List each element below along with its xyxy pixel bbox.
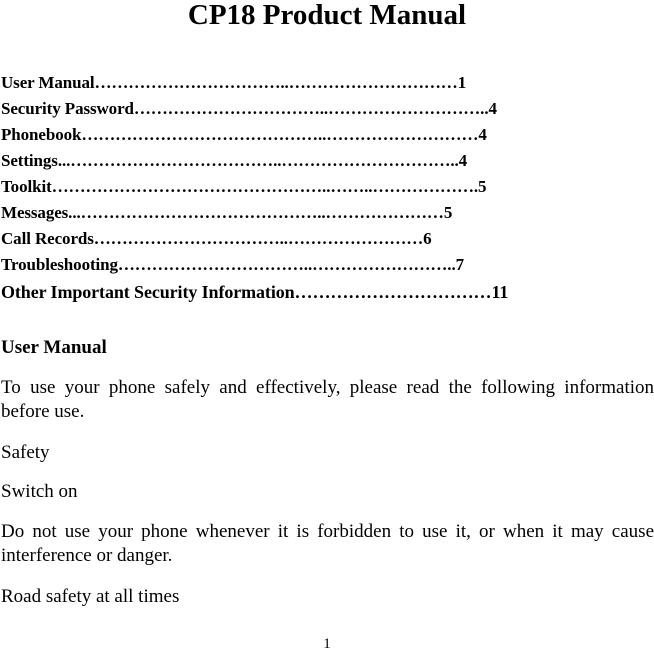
toc-entry-security-password: Security Password……………………………..………………………..4 <box>1 99 497 118</box>
section-heading: User Manual <box>1 337 107 358</box>
road-safety-label: Road safety at all times <box>1 586 180 607</box>
toc-entry-troubleshooting: Troubleshooting……………………………..……………………..7 <box>1 255 465 274</box>
toc-entry-user-manual: User Manual……………………………..…………………………1 <box>1 73 467 92</box>
toc-entry-other-security-info: Other Important Security Information……………………………11 <box>1 282 509 302</box>
table-of-contents <box>1 70 653 306</box>
document-title: CP18 Product Manual <box>187 0 467 31</box>
toc-entry-toolkit: Toolkit…………………………………………..……..……………….5 <box>1 177 487 196</box>
toc-entry-phonebook: Phonebook……………………………………..………………………4 <box>1 125 487 144</box>
switch-on-paragraph: Do not use your phone whenever it is forbidden to use it, or when it may cause interference or danger. <box>1 521 654 566</box>
toc-entry-call-records: Call Records……………………………..……………………6 <box>1 229 432 248</box>
safety-label: Safety <box>1 442 50 463</box>
intro-paragraph: To use your phone safely and effectively, please read the following information before use. <box>1 377 654 422</box>
page-number: 1 <box>323 636 331 652</box>
toc-entry-settings: Settings...………………………………..…………………………..4 <box>1 151 468 170</box>
toc-entry-messages: Messages...……………………………………..…………………5 <box>1 203 453 222</box>
switch-on-label: Switch on <box>1 481 78 502</box>
